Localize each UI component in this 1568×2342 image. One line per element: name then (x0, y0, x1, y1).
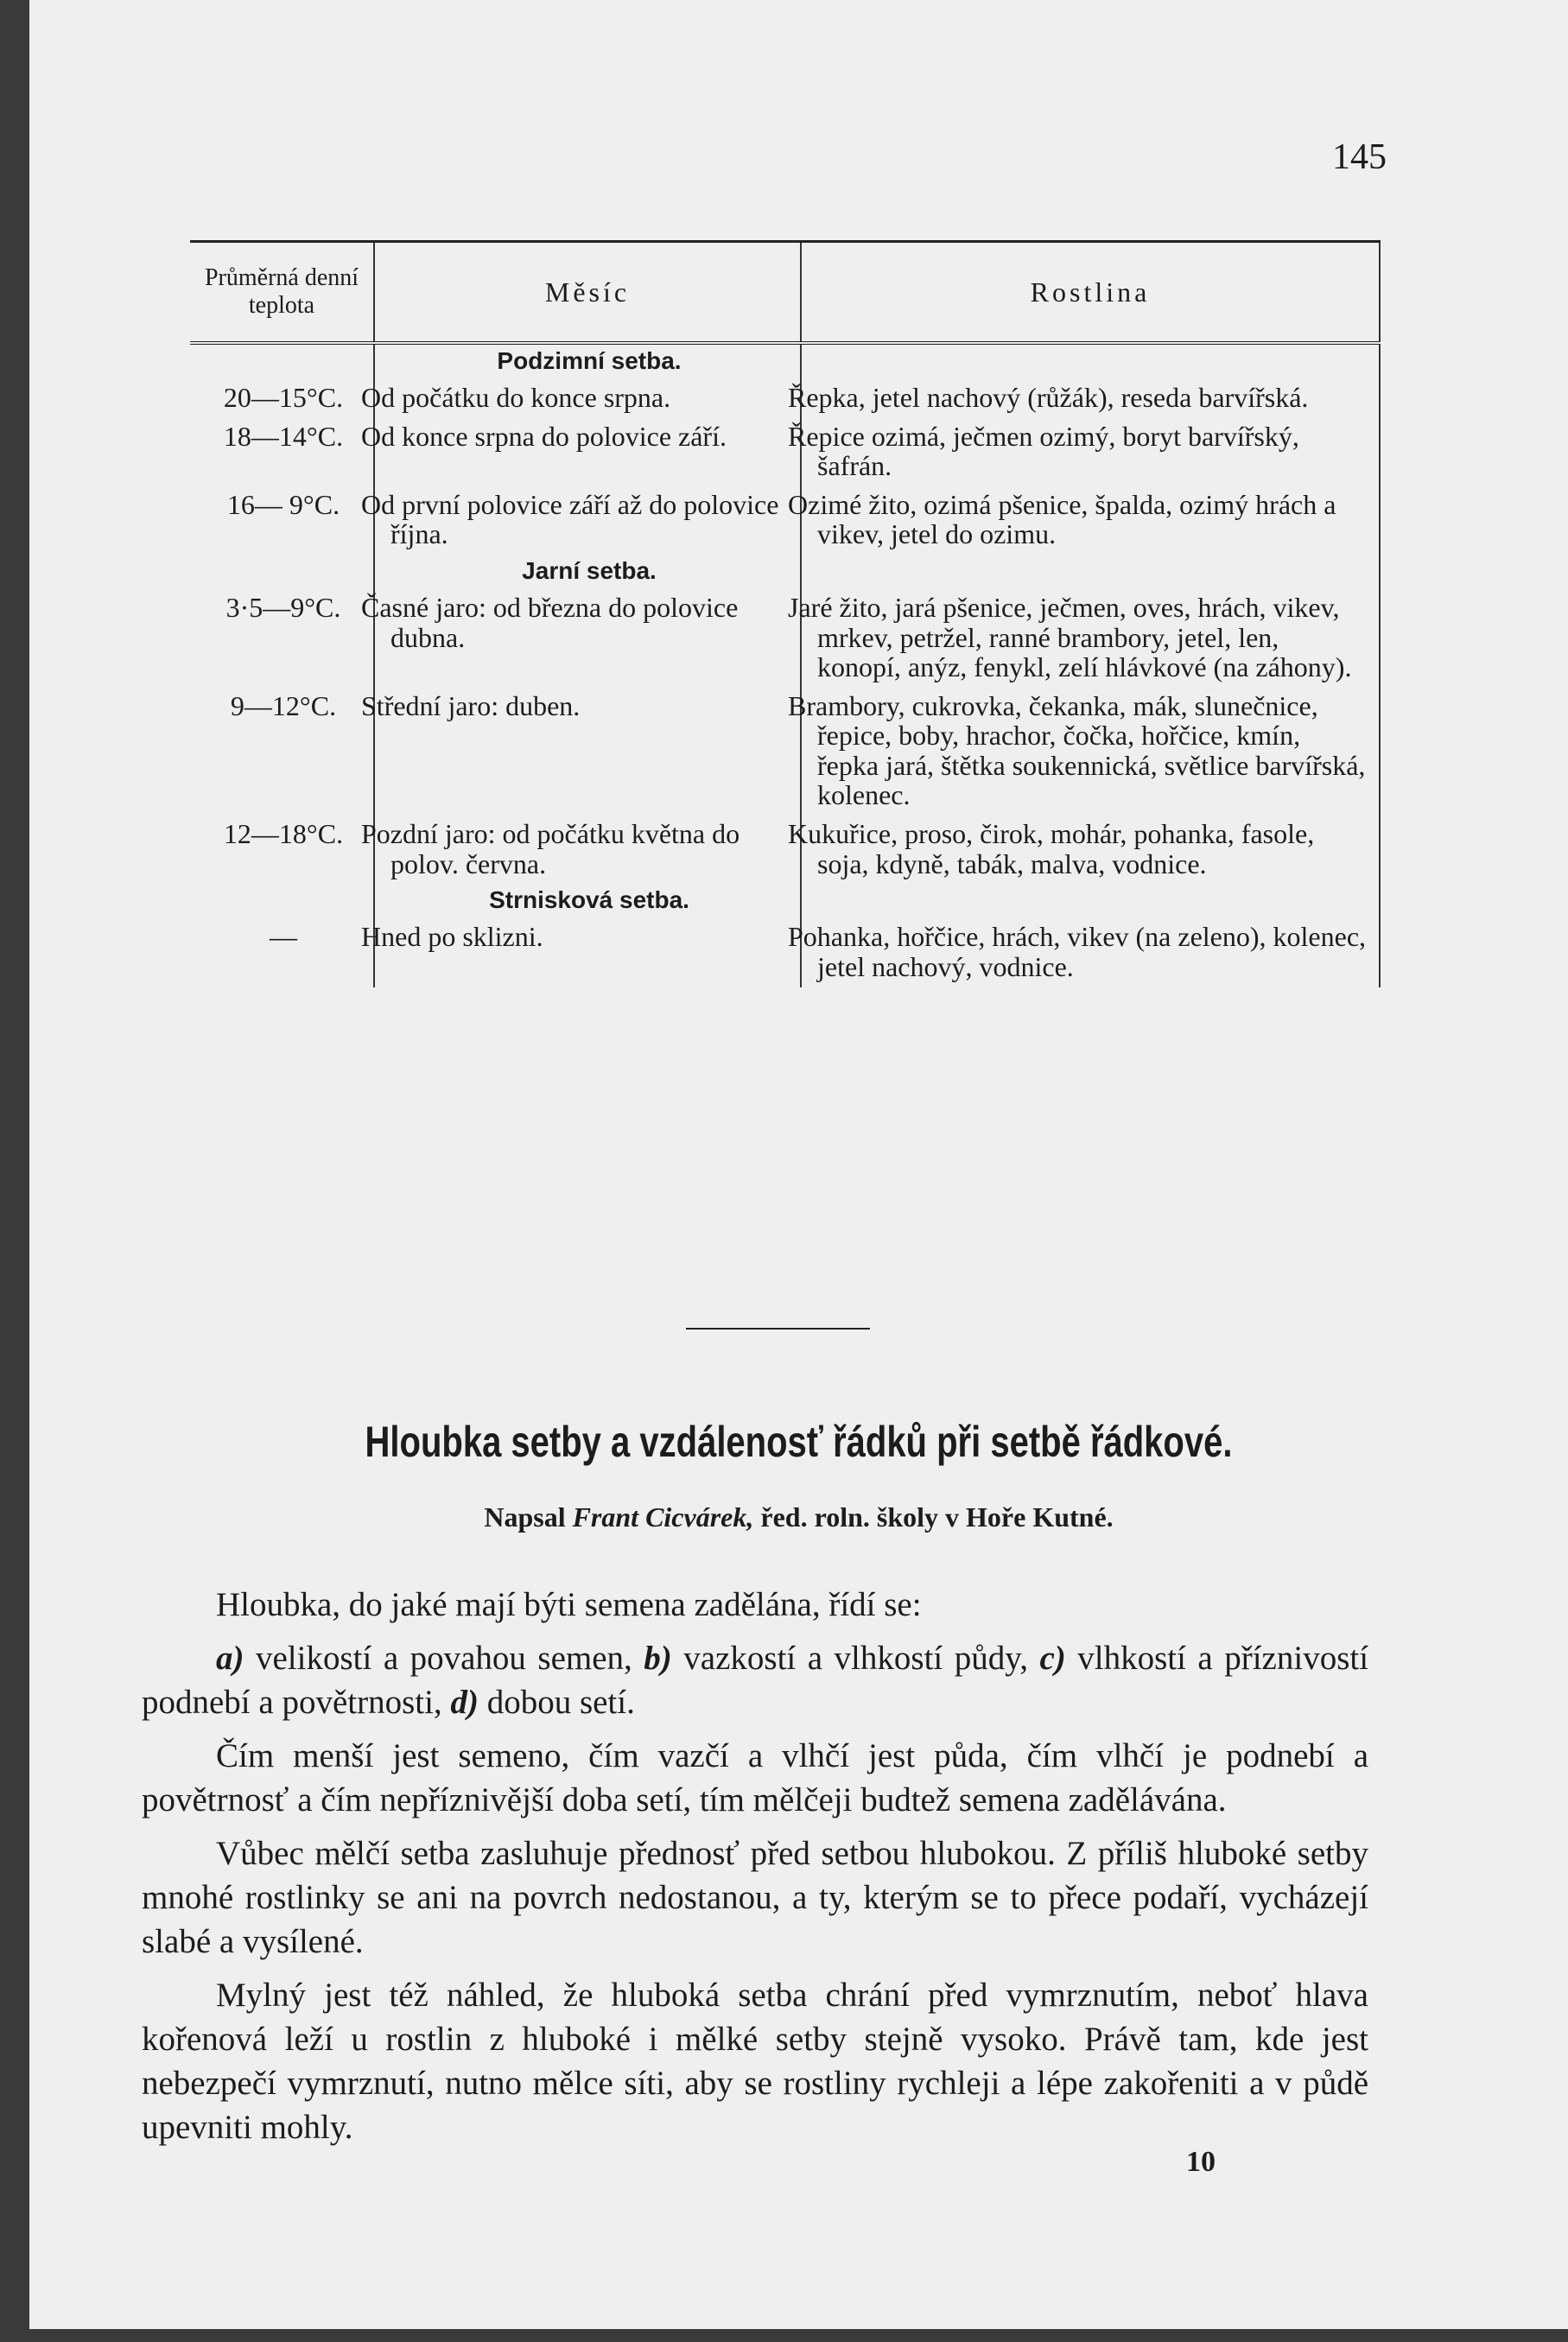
header-temperature: Průměrná denní teplota (190, 242, 374, 344)
month-cell: Od počátku do konce srpna. (374, 379, 801, 418)
month-cell: Časné jaro: od března do polovice dubna. (374, 589, 801, 688)
factor-text: vlhkostí a příznivostí podnebí a povětrnosti, (142, 1640, 1369, 1721)
paragraph: Vůbec mělčí setba zasluhuje přednosť před setbou hlubokou. Z příliš hluboké setby mnohé rostlinky se ani na povrch nedostanou, a ty, kterým se to přece podaří, vycházejí slabé a vysílené. (142, 1835, 1368, 1960)
section-title-autumn: Podzimní setba. (374, 343, 801, 379)
factor-label: b) (644, 1640, 672, 1677)
plant-cell: Jaré žito, jará pšenice, ječmen, oves, hrách, vikev, mrkev, petržel, ranné brambory, jetel, len, konopí, anýz, fenykl, zelí hlávkové (na záhony). (801, 589, 1380, 688)
plant-cell: Pohanka, hořčice, hrách, vikev (na zeleno), kolenec, jetel nachový, vodnice. (801, 918, 1380, 987)
byline-author: Frant Cicvárek, (572, 1501, 754, 1533)
book-page (29, 0, 1568, 2329)
sowing-table (190, 240, 1381, 987)
month-cell: Střední jaro: duben. (374, 688, 801, 816)
table-row (190, 688, 1380, 816)
temperature-cell: 18—14°C. (223, 420, 344, 452)
page-number: 145 (1332, 137, 1387, 177)
table-row (190, 486, 1380, 555)
header-month: Měsíc (374, 242, 801, 344)
month-cell: Od konce srpna do polovice září. (374, 418, 801, 486)
factor-text: vazkostí a vlhkostí půdy, (683, 1640, 1028, 1677)
temperature-cell: 12—18°C. (223, 818, 344, 850)
section-row (190, 343, 1380, 379)
plant-cell: Kukuřice, proso, čirok, mohár, pohanka, fasole, soja, kdyně, tabák, malva, vodnice. (801, 816, 1380, 884)
factor-label: c) (1039, 1640, 1066, 1677)
paragraph: Hloubka, do jaké mají býti semena zadělána, řídí se: (216, 1586, 922, 1623)
plant-cell: Řepka, jetel nachový (růžák), reseda barvířská. (801, 379, 1380, 418)
article-body (142, 1583, 1368, 2159)
article-title: Hloubka setby a vzdálenosť řádků při setbě řádkové. (365, 1418, 1233, 1466)
temperature-cell: — (270, 921, 297, 953)
paragraph-factors (142, 1636, 1368, 1724)
table-row (190, 589, 1380, 688)
temperature-cell: 3·5—9°C. (225, 592, 341, 624)
month-cell: Pozdní jaro: od počátku května do polov. června. (374, 816, 801, 884)
byline-suffix: řed. roln. školy v Hoře Kutné. (760, 1501, 1114, 1533)
plant-cell: Ozimé žito, ozimá pšenice, špalda, ozimý hrách a vikev, jetel do ozimu. (801, 486, 1380, 555)
temperature-cell: 9—12°C. (230, 689, 337, 721)
article-byline (29, 1501, 1568, 1533)
factor-text: dobou setí. (486, 1684, 635, 1721)
section-title-spring: Jarní setba. (374, 555, 801, 589)
table-header-row (190, 242, 1380, 344)
header-plant: Rostlina (801, 242, 1380, 344)
table-row (190, 816, 1380, 884)
table-row (190, 418, 1380, 486)
month-cell: Hned po sklizni. (374, 918, 801, 987)
paragraph: Mylný jest též náhled, že hluboká setba chrání před vymrznutím, neboť hlava kořenová leží u rostlin z hluboké i mělké setby stejně vysoko. Právě tam, kde jest nebezpečí vymrznutí, nutno mělce síti, aby se rostliny rychleji a lépe zakořeniti a v půdě upevniti mohly. (142, 1977, 1368, 2146)
temperature-cell: 16— 9°C. (226, 488, 340, 520)
section-divider (686, 1328, 870, 1330)
signature-mark: 10 (1186, 2146, 1216, 2178)
factor-text: velikostí a povahou semen, (256, 1640, 632, 1677)
month-cell: Od první polovice září až do polovice října. (374, 486, 801, 555)
table-row (190, 918, 1380, 987)
plant-cell: Řepice ozimá, ječmen ozimý, boryt barvířský, šafrán. (801, 418, 1380, 486)
temperature-cell: 20—15°C. (223, 382, 344, 414)
paragraph: Čím menší jest semeno, čím vazčí a vlhčí jest půda, čím vlhčí je podnebí a povětrnosť a čím nepříznivější doba setí, tím mělčeji budtež semena zadělávána. (142, 1737, 1368, 1818)
plant-cell: Brambory, cukrovka, čekanka, mák, slunečnice, řepice, boby, hrachor, čočka, hořčice, kmín, řepka jará, štětka soukennická, světlice barvířská, kolenec. (801, 688, 1380, 816)
factor-label: a) (216, 1640, 244, 1677)
byline-prefix: Napsal (484, 1501, 566, 1533)
section-title-stubble: Strnisková setba. (374, 884, 801, 918)
section-row (190, 555, 1380, 589)
factor-label: d) (450, 1684, 479, 1721)
section-row (190, 884, 1380, 918)
table-row (190, 379, 1380, 418)
